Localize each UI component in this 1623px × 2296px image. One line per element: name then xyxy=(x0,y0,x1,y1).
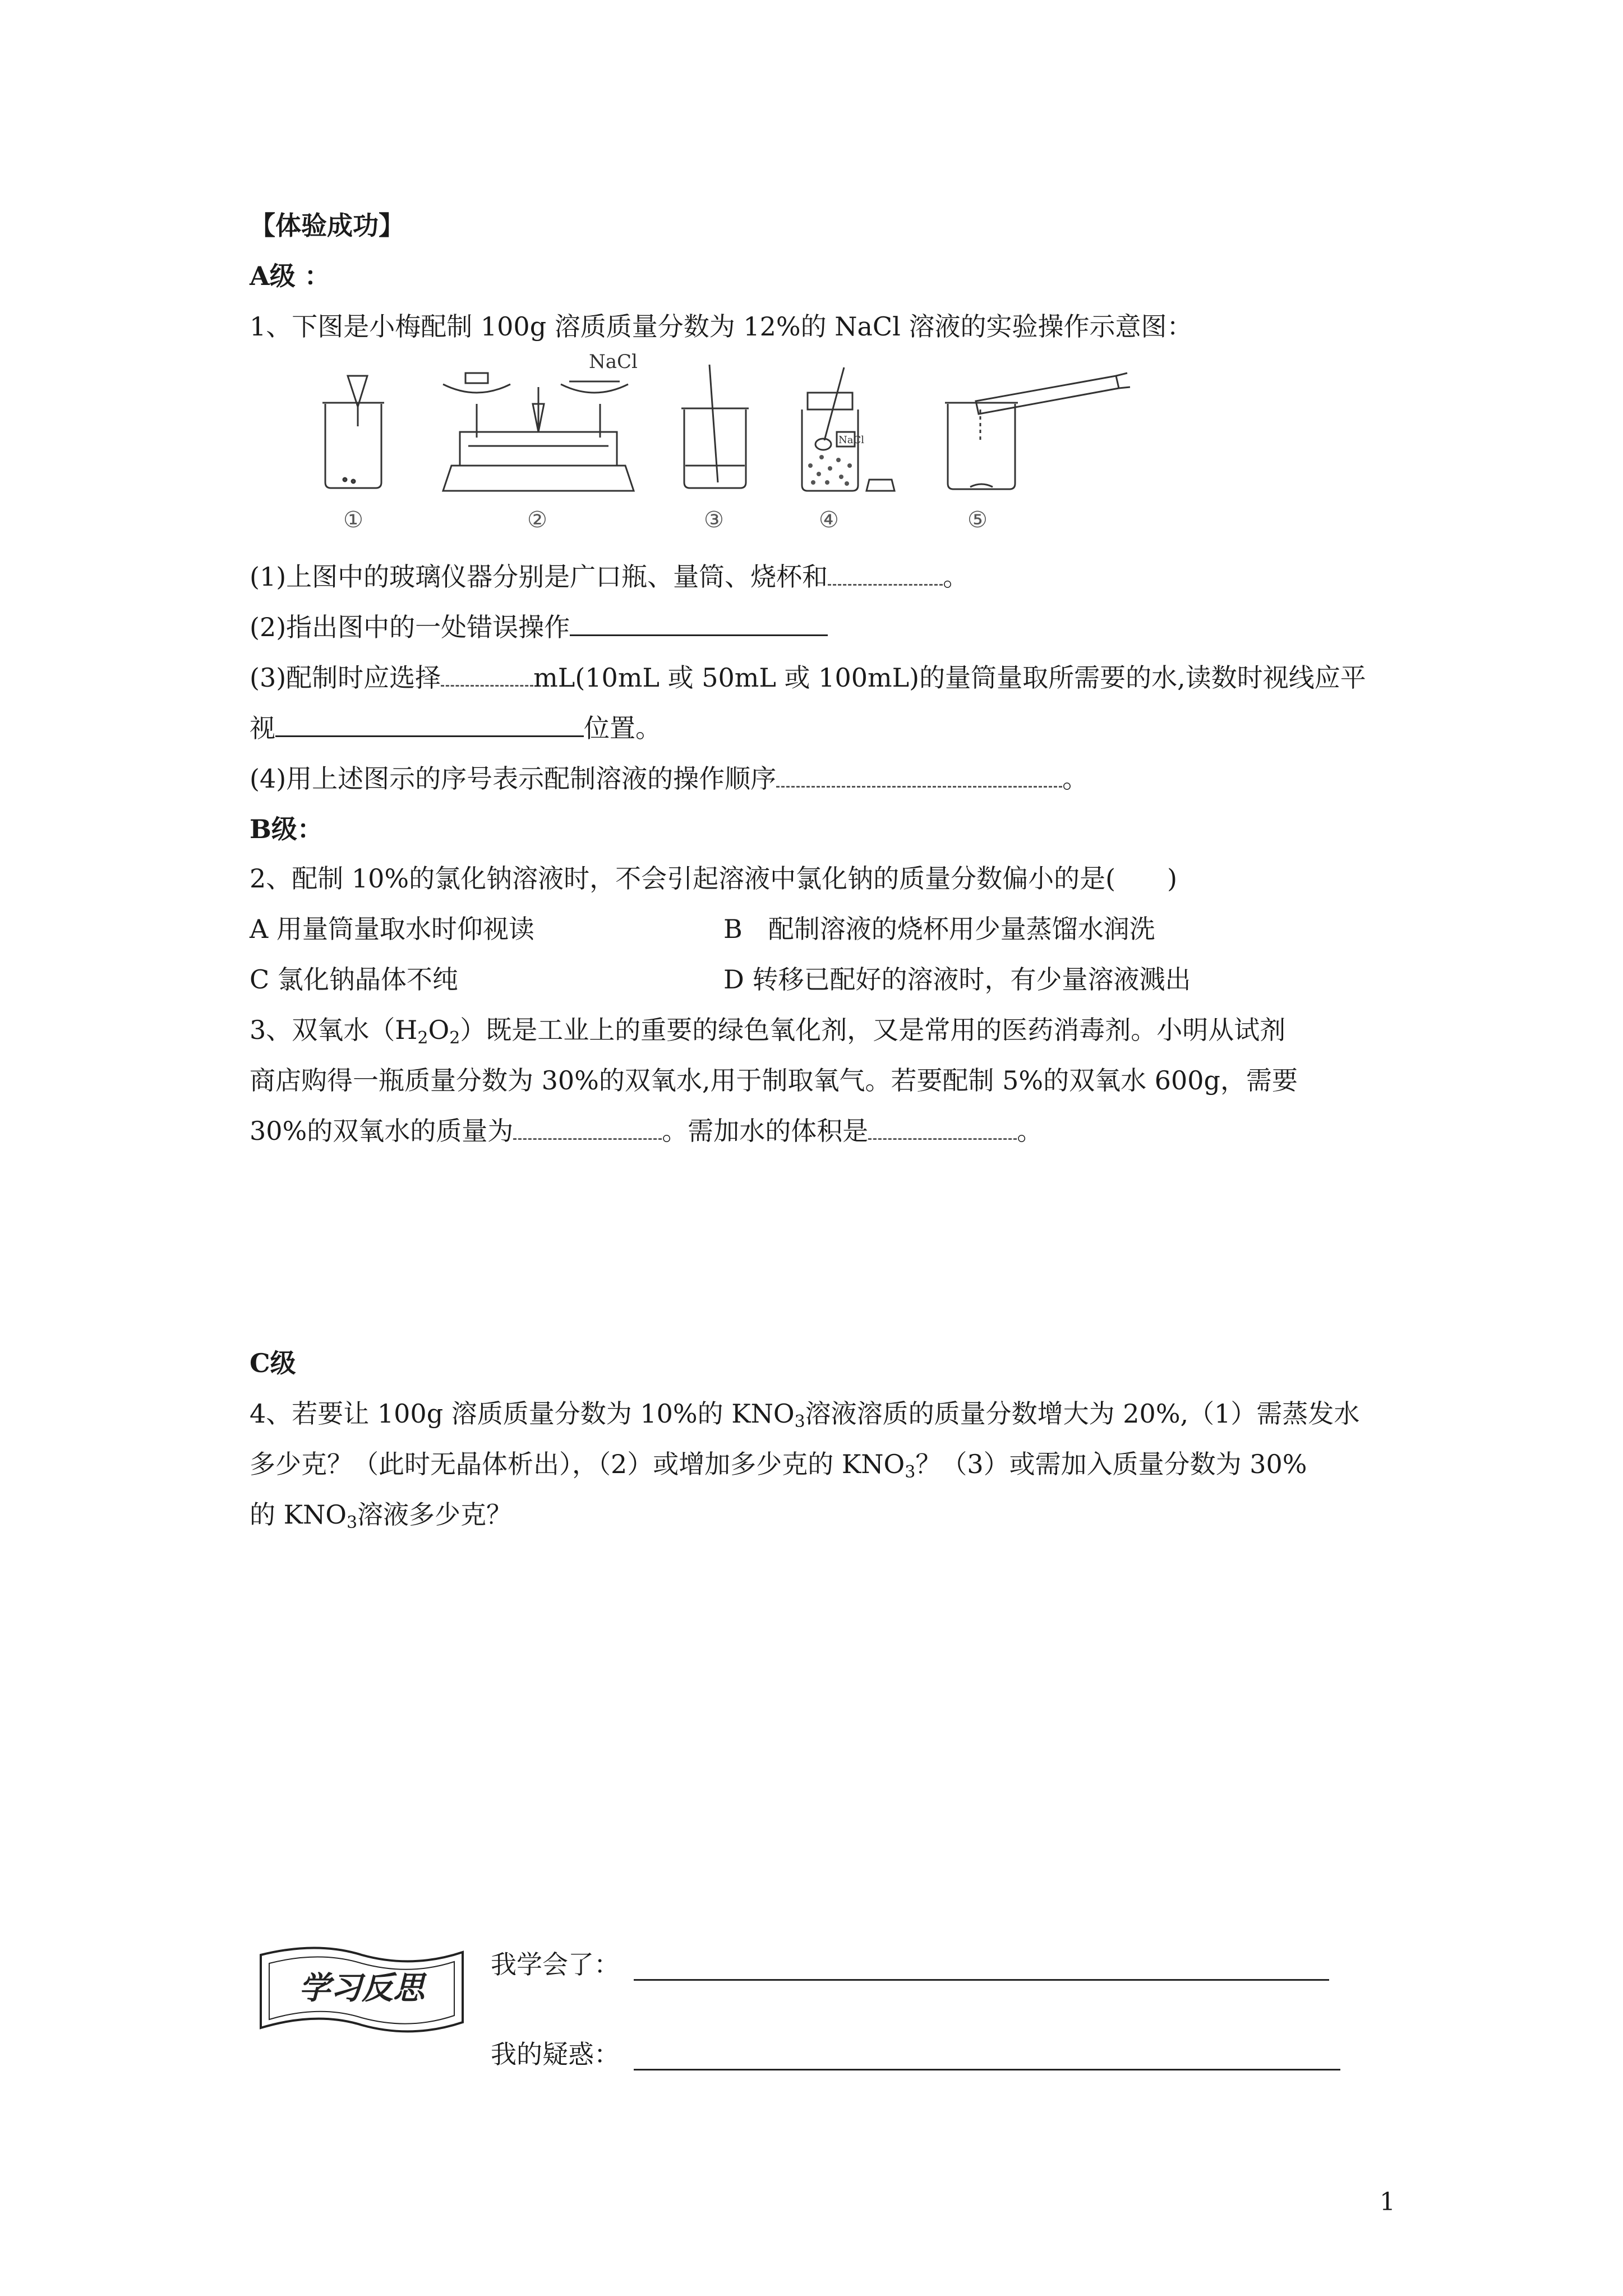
q2-option-c: C 氯化钠晶体不纯 xyxy=(250,964,458,995)
q3-line-3: 30%的双氧水的质量为 。需加水的体积是 。 xyxy=(250,1116,1043,1146)
q2-option-a: A 用量筒量取水时仰视读 xyxy=(250,914,534,944)
q3-line-1: 3、双氧水$(H_2O_2)$既是工业上的重要的绿色氧化剂，又是常用的医药消毒剂。小明从试剂 xyxy=(250,1015,1286,1048)
answer-blank[interactable] xyxy=(513,1116,662,1140)
level-b-label: B级： xyxy=(250,814,323,844)
q4-line-3: 的 $KNO_3$溶液多少克？ xyxy=(250,1499,513,1533)
badge-text: 学习反思 xyxy=(299,1970,425,2007)
q1-part-3: (3)配制时应选择 mL(10mL 或 50mL 或 100mL)的量筒量取所需要的水,读数时视线应平 xyxy=(250,662,1366,693)
step-1-label: ① xyxy=(343,507,363,533)
answer-blank[interactable] xyxy=(776,763,1062,788)
q2-option-b: B 配制溶液的烧杯用少量蒸馏水润洗 xyxy=(723,914,1155,944)
jar-label: NaCl xyxy=(838,434,865,446)
answer-blank[interactable] xyxy=(275,713,584,737)
reflection-badge xyxy=(250,1938,474,2045)
q2-option-d: D 转移已配好的溶液时，有少量溶液溅出 xyxy=(723,964,1191,995)
q1-part-2: (2)指出图中的一处错误操作 xyxy=(250,610,828,644)
doubts-label: 我的疑惑： xyxy=(491,2039,620,2069)
reagent-jar-icon xyxy=(802,367,895,491)
step-3-label: ③ xyxy=(704,507,724,533)
q1-part-1: (1)上图中的玻璃仪器分别是广口瓶、量筒、烧杯和 。 xyxy=(250,562,969,592)
beaker-with-funnel-icon xyxy=(322,376,384,488)
level-c-label: C级 xyxy=(250,1348,296,1378)
answer-blank[interactable] xyxy=(828,562,943,586)
step-2-label: ② xyxy=(527,507,547,533)
step-5-label: ⑤ xyxy=(967,507,988,533)
beaker-with-glass-rod-icon xyxy=(681,365,749,488)
q1-part-3-cont: 视 位置。 xyxy=(250,713,661,743)
answer-blank[interactable] xyxy=(868,1116,1017,1140)
doubts-line[interactable] xyxy=(634,2069,1340,2070)
q1-stem: 1、下图是小梅配制 100g 溶质质量分数为 12%的 NaCl 溶液的实验操作示意图： xyxy=(250,311,1193,342)
balance-scale-icon xyxy=(443,373,634,491)
q4-line-1: 4、若要让 100g 溶质质量分数为 10%的 $KNO_3$溶液溶质的质量分数增大为 20%,（1）需蒸发水 xyxy=(250,1398,1360,1432)
q1-part-4: (4)用上述图示的序号表示配制溶液的操作顺序 。 xyxy=(250,763,1089,794)
q2-stem: 2、配制 10%的氯化钠溶液时，不会引起溶液中氯化钠的质量分数偏小的是( ) xyxy=(250,863,1178,894)
section-heading: 【体验成功】 xyxy=(250,210,404,241)
learned-line[interactable] xyxy=(634,1979,1329,1981)
answer-blank[interactable] xyxy=(441,662,533,687)
pouring-cylinder-icon xyxy=(945,373,1130,489)
answer-blank[interactable] xyxy=(570,612,828,636)
page-number: 1 xyxy=(1380,2188,1395,2216)
level-a-label: A级 ： xyxy=(250,261,330,291)
lab-procedure-figure xyxy=(314,353,1155,539)
q4-line-2: 多少克？（此时无晶体析出），（2）或增加多少克的 $KNO_3$？（3）或需加入质量分数为 30% xyxy=(250,1449,1307,1482)
learned-label: 我学会了： xyxy=(491,1949,620,1980)
step-4-label: ④ xyxy=(819,507,839,533)
q3-line-2: 商店购得一瓶质量分数为 30%的双氧水,用于制取氧气。若要配制 5%的双氧水 600g，需要 xyxy=(250,1065,1298,1096)
nacl-label: NaCl xyxy=(589,353,638,373)
